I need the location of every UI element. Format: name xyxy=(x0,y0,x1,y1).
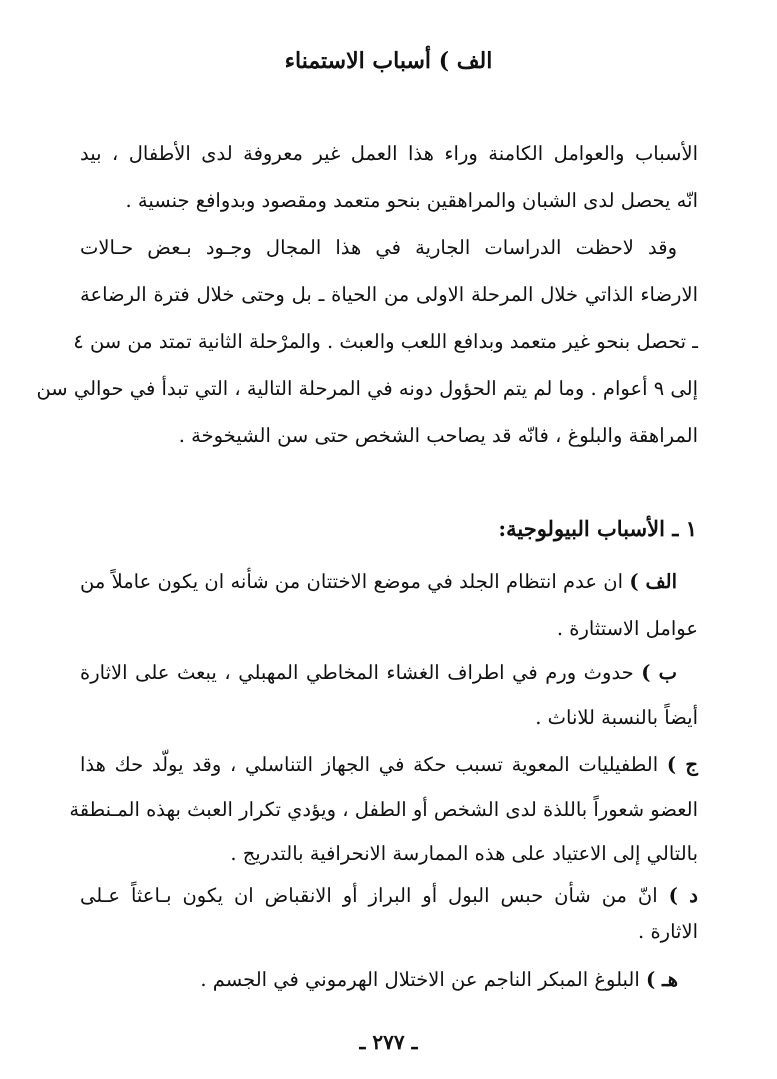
list-item-continuation: العضو شعوراً باللذة لدى الشخص أو الطفل ، ويؤدي تكرار العبث بهذه المـنطقة xyxy=(69,798,698,821)
paragraph-line: وقد لاحظت الدراسات الجارية في هذا المجال وجـود بـعض حـالات xyxy=(80,236,677,259)
list-item-ba xyxy=(80,663,677,683)
item-label: د ) xyxy=(668,884,698,907)
paragraph-line: إلى ٩ أعوام . وما لم يتم الحؤول دونه في المرحلة التالية ، التي تبدأ في حوالي سن xyxy=(36,377,698,400)
list-item-continuation: أيضاً بالنسبة للاناث . xyxy=(535,706,698,729)
list-item-ha xyxy=(200,970,678,990)
list-item-alef xyxy=(80,572,677,592)
paragraph-line: الأسباب والعوامل الكامنة وراء هذا العمل غير معروفة لدى الأطفال ، بيد xyxy=(80,142,698,165)
paragraph-line: الارضاء الذاتي خلال المرحلة الاولى من الحياة ـ بل وحتى خلال فترة الرضاعة xyxy=(80,283,698,306)
page-number: ـ ٢٧٧ ـ xyxy=(359,1030,418,1054)
item-label: الف ) xyxy=(629,570,678,593)
item-text: حدوث ورم في اطراف الغشاء المخاطي المهبلي ، يبعث على الاثارة xyxy=(80,661,634,684)
paragraph-line: المراهقة والبلوغ ، فانّه قد يصاحب الشخص حتى سن الشيخوخة . xyxy=(178,424,698,447)
item-label: ب ) xyxy=(641,661,678,684)
item-text: البلوغ المبكر الناجم عن الاختلال الهرموني في الجسم . xyxy=(200,968,640,991)
list-item-continuation: بالتالي إلى الاعتياد على هذه الممارسة الانحرافية بالتدريج . xyxy=(230,842,698,865)
section-title: ١ ـ الأسباب البيولوجية: xyxy=(498,516,697,541)
item-text: الطفيليات المعوية تسبب حكة في الجهاز التناسلي ، وقد يولّد حك هذا xyxy=(80,753,659,776)
list-item-jim xyxy=(80,755,698,775)
list-item-continuation: الاثارة . xyxy=(638,920,698,943)
item-label: ج ) xyxy=(666,753,698,776)
list-item-dal xyxy=(80,886,698,906)
page-heading: الف ) أسباب الاستمناء xyxy=(284,48,493,74)
item-label: هـ ) xyxy=(645,968,678,991)
item-text: ان عدم انتظام الجلد في موضع الاختتان من شأنه ان يكون عاملاً من xyxy=(80,570,624,593)
list-item-continuation: عوامل الاستثارة . xyxy=(556,617,698,640)
paragraph-line: انّه يحصل لدى الشبان والمراهقين بنحو متعمد ومقصود وبدوافع جنسية . xyxy=(125,189,698,212)
paragraph-line: ـ تحصل بنحو غير متعمد وبدافع اللعب والعبث . والمرْحلة الثانية تمتد من سن ٤ xyxy=(73,330,698,353)
item-text: انّ من شأن حبس البول أو البراز أو الانقباض ان يكون بـاعثاً عـلى xyxy=(80,884,658,907)
